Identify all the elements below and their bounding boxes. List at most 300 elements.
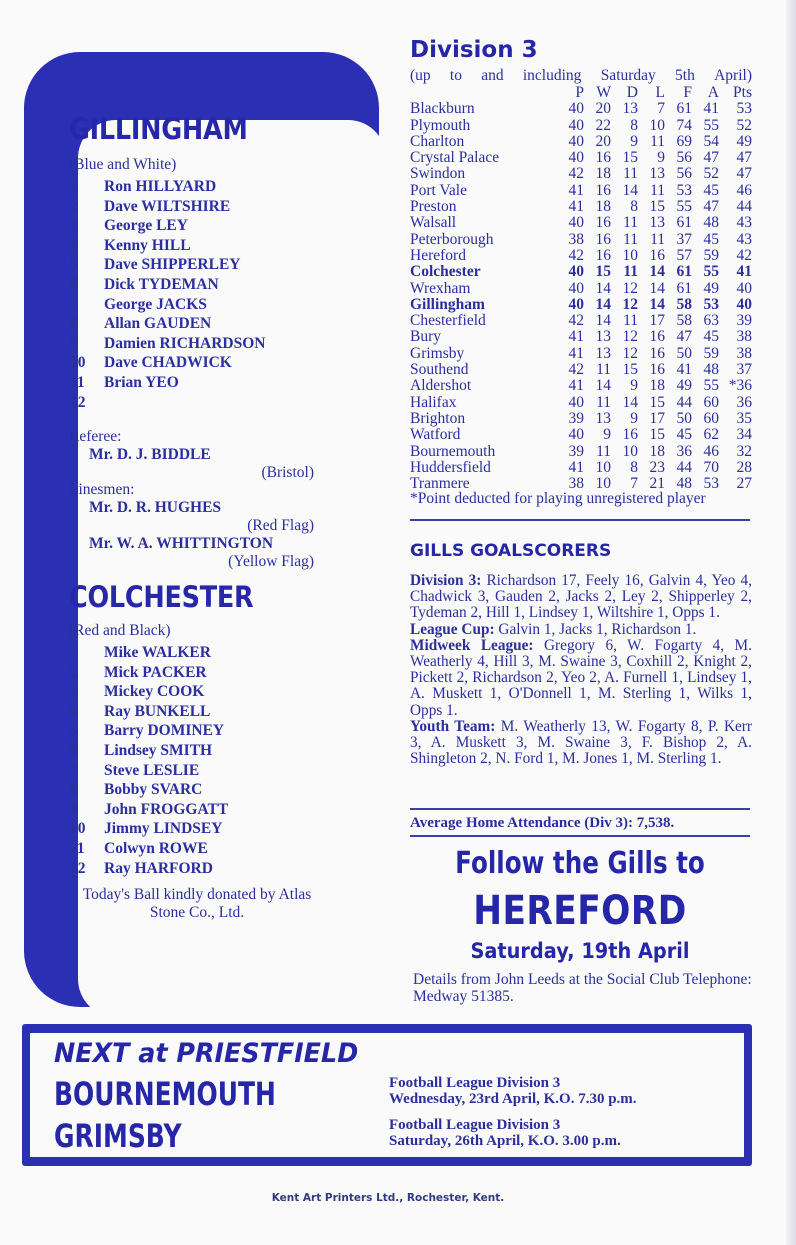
scorer-section bbox=[410, 638, 752, 719]
team-name: Blackburn bbox=[410, 100, 475, 118]
stat-w: 16 bbox=[595, 246, 611, 264]
shirt-number: 11 bbox=[70, 373, 85, 391]
team-name: Wrexham bbox=[410, 279, 471, 297]
linesman-2-flag: (Yellow Flag) bbox=[228, 552, 314, 570]
stat-p: 42 bbox=[568, 361, 584, 379]
stat-a: 55 bbox=[703, 116, 719, 134]
stat-pts: 34 bbox=[736, 426, 752, 444]
stat-p: 42 bbox=[568, 165, 584, 183]
stat-a: 47 bbox=[703, 149, 719, 167]
stat-pts: 27 bbox=[736, 475, 752, 493]
stat-d: 14 bbox=[622, 181, 638, 199]
next-fixtures-title: NEXT at PRIESTFIELD bbox=[54, 1038, 359, 1069]
team-name: Colchester bbox=[410, 263, 481, 281]
stat-w: 16 bbox=[595, 214, 611, 232]
stat-p: 40 bbox=[568, 295, 584, 313]
player-name: Ray BUNKELL bbox=[104, 702, 211, 720]
stat-l: 13 bbox=[649, 214, 665, 232]
stat-p: 41 bbox=[568, 458, 584, 476]
stat-pts: 53 bbox=[736, 100, 752, 118]
stat-pts: 42 bbox=[736, 246, 752, 264]
stat-d: 7 bbox=[630, 475, 638, 493]
subtitle-word: (up bbox=[410, 67, 431, 84]
stat-d: 13 bbox=[622, 100, 638, 118]
away-player-row bbox=[70, 722, 340, 742]
stat-pts: 36 bbox=[736, 393, 752, 411]
team-name: Tranmere bbox=[410, 475, 470, 493]
shirt-number: 10 bbox=[70, 354, 86, 372]
stat-l: 15 bbox=[649, 198, 665, 216]
stat-pts: 47 bbox=[736, 149, 752, 167]
team-name: Bournemouth bbox=[410, 442, 496, 460]
stat-w: 14 bbox=[595, 295, 611, 313]
team-name: Walsall bbox=[410, 214, 457, 232]
stat-a: 60 bbox=[703, 409, 719, 427]
stat-f: 36 bbox=[676, 442, 692, 460]
home-player-row bbox=[70, 256, 340, 276]
linesman-1-name: Mr. D. R. HUGHES bbox=[89, 499, 222, 517]
stat-l: 18 bbox=[649, 377, 665, 395]
match-officials bbox=[69, 428, 314, 570]
league-table-row bbox=[410, 117, 755, 133]
league-table-subtitle bbox=[410, 67, 752, 85]
team-name: Gillingham bbox=[410, 295, 485, 313]
divider bbox=[410, 808, 750, 810]
referee-name: Mr. D. J. BIDDLE bbox=[89, 445, 211, 463]
stat-a: 55 bbox=[703, 377, 719, 395]
stat-w: 14 bbox=[595, 312, 611, 330]
team-name: Plymouth bbox=[410, 116, 471, 134]
away-player-row bbox=[70, 840, 340, 860]
scorer-section-text: Galvin 1, Jacks 1, Richardson 1. bbox=[494, 620, 697, 638]
league-table bbox=[410, 84, 755, 491]
shirt-number: 3 bbox=[70, 683, 78, 701]
stat-f: 61 bbox=[676, 100, 692, 118]
stat-pts: 41 bbox=[736, 263, 752, 281]
stat-w: 16 bbox=[595, 230, 611, 248]
stat-a: 48 bbox=[703, 214, 719, 232]
player-name: Mickey COOK bbox=[104, 683, 205, 701]
player-name: Mike WALKER bbox=[104, 644, 211, 661]
stat-l: 15 bbox=[649, 393, 665, 411]
next-fixture-2-when: Saturday, 26th April, K.O. 3.00 p.m. bbox=[389, 1133, 621, 1149]
scorer-section-text: Gregory 6, W. Fogarty 4, M. Weatherly 4, Hill 3, M. Swaine 3, Coxhill 2, Knight 2, Pickett 2, Richardson 2, Yeo 2, A. Furnell 1, Lindsey 1, A. Muskett 1, O'Donnell 1, M. Sterling 1, Wilks 1, Opps 1. bbox=[410, 636, 752, 719]
subtitle-word: 5th bbox=[675, 67, 695, 84]
next-fixture-1-details bbox=[389, 1075, 637, 1107]
goalscorers-list bbox=[410, 573, 752, 767]
stat-pts: 37 bbox=[736, 361, 752, 379]
team-name: Aldershot bbox=[410, 377, 472, 395]
league-table-row bbox=[410, 100, 755, 116]
stat-p: 40 bbox=[568, 393, 584, 411]
column-header: A bbox=[707, 84, 719, 101]
away-player-row bbox=[70, 742, 340, 762]
stat-d: 16 bbox=[622, 426, 638, 444]
subtitle-word: Saturday bbox=[600, 67, 656, 84]
stat-a: 63 bbox=[703, 312, 719, 330]
home-player-row bbox=[70, 296, 340, 316]
player-name: Lindsey SMITH bbox=[104, 741, 213, 759]
stat-w: 11 bbox=[596, 442, 611, 460]
column-header: W bbox=[596, 84, 611, 101]
stat-pts: 46 bbox=[736, 181, 752, 199]
stat-pts: 38 bbox=[736, 344, 752, 362]
stat-l: 9 bbox=[657, 149, 665, 167]
league-table-row bbox=[410, 263, 755, 279]
league-table-row bbox=[410, 247, 755, 263]
player-name: Steve LESLIE bbox=[104, 761, 200, 779]
league-table-row bbox=[410, 377, 755, 393]
shirt-number: 3 bbox=[70, 217, 78, 235]
stat-d: 14 bbox=[622, 393, 638, 411]
away-trip-destination: HEREFORD bbox=[473, 888, 687, 934]
stat-pts: *36 bbox=[728, 377, 752, 395]
league-table-row bbox=[410, 198, 755, 214]
divider bbox=[410, 835, 750, 837]
stat-p: 39 bbox=[568, 442, 584, 460]
stat-w: 9 bbox=[603, 426, 611, 444]
subtitle-word: including bbox=[522, 67, 582, 84]
stat-d: 8 bbox=[630, 116, 638, 134]
stat-l: 11 bbox=[650, 181, 665, 199]
subtitle-word: April) bbox=[714, 67, 752, 84]
column-header: D bbox=[626, 84, 638, 101]
league-table-row bbox=[410, 312, 755, 328]
stat-d: 11 bbox=[623, 214, 638, 232]
stat-w: 13 bbox=[595, 328, 611, 346]
league-table-header bbox=[410, 84, 755, 100]
player-name: Ray HARFORD bbox=[104, 859, 213, 877]
away-squad-list bbox=[70, 644, 340, 879]
stat-f: 61 bbox=[676, 279, 692, 297]
team-name: Grimsby bbox=[410, 344, 465, 362]
scorer-section bbox=[410, 573, 752, 622]
home-player-row bbox=[70, 217, 340, 237]
divider bbox=[410, 519, 750, 521]
stat-l: 11 bbox=[650, 230, 665, 248]
shirt-number: 8 bbox=[70, 781, 78, 799]
team-name: Peterborough bbox=[410, 230, 494, 248]
stat-f: 69 bbox=[676, 132, 692, 150]
stat-p: 40 bbox=[568, 100, 584, 118]
page-edge bbox=[786, 0, 796, 1245]
team-name: Bury bbox=[410, 328, 441, 346]
stat-l: 16 bbox=[649, 361, 665, 379]
stat-a: 59 bbox=[703, 344, 719, 362]
away-player-row bbox=[70, 664, 340, 684]
scorer-section-text: M. Weatherly 13, W. Fogarty 8, P. Kerr 3, A. Muskett 3, M. Swaine 3, F. Bishop 2, A. Shingleton 2, N. Ford 1, M. Jones 1, M. Sterling 1. bbox=[410, 717, 752, 768]
stat-p: 38 bbox=[568, 230, 584, 248]
average-attendance: Average Home Attendance (Div 3): 7,538. bbox=[410, 815, 675, 831]
stat-l: 14 bbox=[649, 263, 665, 281]
stat-f: 49 bbox=[676, 377, 692, 395]
stat-f: 41 bbox=[676, 361, 692, 379]
stat-l: 17 bbox=[649, 312, 665, 330]
stat-d: 12 bbox=[622, 328, 638, 346]
stat-w: 14 bbox=[595, 279, 611, 297]
home-player-row bbox=[70, 374, 340, 394]
stat-f: 45 bbox=[676, 426, 692, 444]
stat-pts: 28 bbox=[736, 458, 752, 476]
stat-pts: 32 bbox=[736, 442, 752, 460]
linesmen-label: Linesmen: bbox=[69, 481, 135, 499]
stat-l: 15 bbox=[649, 426, 665, 444]
stat-p: 38 bbox=[568, 475, 584, 493]
stat-pts: 39 bbox=[736, 312, 752, 330]
away-player-row bbox=[70, 801, 340, 821]
stat-a: 47 bbox=[703, 198, 719, 216]
linesman-2-name: Mr. W. A. WHITTINGTON bbox=[89, 534, 274, 552]
league-table-row bbox=[410, 394, 755, 410]
stat-d: 12 bbox=[622, 279, 638, 297]
next-fixture-1-competition: Football League Division 3 bbox=[389, 1075, 561, 1091]
shirt-number: 12 bbox=[70, 859, 86, 877]
league-table-row bbox=[410, 426, 755, 442]
player-name: Dave SHIPPERLEY bbox=[104, 256, 241, 274]
away-trip-headline: Follow the Gills to bbox=[455, 846, 705, 881]
away-club-colours: (Red and Black) bbox=[69, 622, 171, 639]
league-table-row bbox=[410, 410, 755, 426]
away-player-row bbox=[70, 781, 340, 801]
home-player-row bbox=[70, 335, 340, 355]
stat-d: 12 bbox=[622, 344, 638, 362]
league-table-row bbox=[410, 214, 755, 230]
shirt-number: 2 bbox=[70, 197, 78, 215]
team-name: Swindon bbox=[410, 165, 466, 183]
stat-w: 11 bbox=[596, 393, 611, 411]
shirt-number: 9 bbox=[70, 334, 78, 352]
stat-f: 37 bbox=[676, 230, 692, 248]
stat-pts: 52 bbox=[736, 116, 752, 134]
player-name: Brian YEO bbox=[104, 373, 179, 391]
stat-a: 45 bbox=[703, 230, 719, 248]
stat-w: 15 bbox=[595, 263, 611, 281]
stat-w: 18 bbox=[595, 198, 611, 216]
shirt-number: 4 bbox=[70, 236, 78, 254]
shirt-number: 7 bbox=[70, 295, 78, 313]
stat-f: 56 bbox=[676, 149, 692, 167]
away-club-name: COLCHESTER bbox=[69, 580, 254, 614]
shirt-number: 8 bbox=[70, 315, 78, 333]
stat-l: 14 bbox=[649, 279, 665, 297]
team-name: Southend bbox=[410, 361, 469, 379]
stat-w: 10 bbox=[595, 475, 611, 493]
team-name: Watford bbox=[410, 426, 461, 444]
stat-pts: 44 bbox=[736, 198, 752, 216]
home-squad-list bbox=[70, 178, 340, 413]
column-header: P bbox=[575, 84, 584, 101]
stat-w: 22 bbox=[595, 116, 611, 134]
team-name: Huddersfield bbox=[410, 458, 491, 476]
linesman-1-flag: (Red Flag) bbox=[247, 516, 314, 534]
player-name: George LEY bbox=[104, 217, 188, 235]
shirt-number: 9 bbox=[70, 800, 78, 818]
subtitle-word: to bbox=[449, 67, 462, 84]
scorer-section bbox=[410, 719, 752, 768]
player-name: Kenny HILL bbox=[104, 236, 191, 254]
stat-p: 41 bbox=[568, 198, 584, 216]
league-table-row bbox=[410, 296, 755, 312]
stat-f: 61 bbox=[676, 263, 692, 281]
shirt-number: 10 bbox=[70, 820, 86, 838]
stat-w: 18 bbox=[595, 165, 611, 183]
stat-l: 16 bbox=[649, 328, 665, 346]
next-fixtures-inner bbox=[30, 1033, 744, 1157]
home-player-row bbox=[70, 237, 340, 257]
shirt-number: 1 bbox=[70, 644, 78, 661]
match-ball-sponsor: Today's Ball kindly donated by Atlas Stone Co., Ltd. bbox=[82, 886, 312, 921]
next-opponent-1: BOURNEMOUTH bbox=[54, 1075, 276, 1113]
stat-d: 12 bbox=[622, 295, 638, 313]
shirt-number: 6 bbox=[70, 275, 78, 293]
stat-pts: 40 bbox=[736, 279, 752, 297]
away-player-row bbox=[70, 762, 340, 782]
stat-d: 10 bbox=[622, 442, 638, 460]
stat-l: 13 bbox=[649, 165, 665, 183]
shirt-number: 2 bbox=[70, 663, 78, 681]
stat-pts: 49 bbox=[736, 132, 752, 150]
stat-f: 53 bbox=[676, 181, 692, 199]
player-name: Mick PACKER bbox=[104, 663, 207, 681]
scorer-section-label: Midweek League: bbox=[410, 636, 534, 654]
stat-d: 11 bbox=[623, 165, 638, 183]
player-name: Jimmy LINDSEY bbox=[104, 820, 223, 838]
stat-f: 58 bbox=[676, 312, 692, 330]
home-player-row bbox=[70, 198, 340, 218]
subtitle-word: and bbox=[481, 67, 504, 84]
player-name: George JACKS bbox=[104, 295, 207, 313]
league-table-row bbox=[410, 165, 755, 181]
shirt-number: 4 bbox=[70, 702, 78, 720]
stat-l: 16 bbox=[649, 246, 665, 264]
player-name: Bobby SVARC bbox=[104, 781, 203, 799]
stat-p: 40 bbox=[568, 132, 584, 150]
team-name: Preston bbox=[410, 198, 457, 216]
player-name: Dave WILTSHIRE bbox=[104, 197, 231, 215]
league-table-footnote: *Point deducted for playing unregistered player bbox=[410, 490, 706, 507]
stat-l: 11 bbox=[650, 132, 665, 150]
stat-d: 15 bbox=[622, 361, 638, 379]
home-player-row bbox=[70, 178, 340, 198]
stat-d: 11 bbox=[623, 312, 638, 330]
league-table-row bbox=[410, 231, 755, 247]
stat-f: 47 bbox=[676, 328, 692, 346]
stat-p: 41 bbox=[568, 344, 584, 362]
home-player-row bbox=[70, 394, 340, 414]
stat-f: 57 bbox=[676, 246, 692, 264]
column-header: L bbox=[655, 84, 665, 101]
shirt-number: 12 bbox=[70, 393, 86, 411]
stat-pts: 43 bbox=[736, 230, 752, 248]
stat-a: 48 bbox=[703, 361, 719, 379]
stat-d: 9 bbox=[630, 409, 638, 427]
stat-a: 46 bbox=[703, 442, 719, 460]
away-trip-details: Details from John Leeds at the Social Club Telephone: Medway 51385. bbox=[413, 971, 752, 1005]
goalscorers-heading: GILLS GOALSCORERS bbox=[410, 541, 612, 561]
stat-w: 20 bbox=[595, 132, 611, 150]
away-player-row bbox=[70, 644, 340, 664]
team-name: Hereford bbox=[410, 246, 466, 264]
stat-a: 52 bbox=[703, 165, 719, 183]
away-player-row bbox=[70, 703, 340, 723]
stat-l: 10 bbox=[649, 116, 665, 134]
stat-w: 16 bbox=[595, 181, 611, 199]
league-table-row bbox=[410, 443, 755, 459]
league-table-row bbox=[410, 475, 755, 491]
stat-a: 55 bbox=[703, 263, 719, 281]
league-table-title: Division 3 bbox=[410, 37, 538, 63]
stat-l: 18 bbox=[649, 442, 665, 460]
next-fixture-2-competition: Football League Division 3 bbox=[389, 1117, 561, 1133]
stat-a: 54 bbox=[703, 132, 719, 150]
away-player-row bbox=[70, 820, 340, 840]
team-name: Halifax bbox=[410, 393, 457, 411]
stat-a: 45 bbox=[703, 181, 719, 199]
stat-l: 17 bbox=[649, 409, 665, 427]
shirt-number: 1 bbox=[70, 178, 78, 195]
next-fixture-2-details bbox=[389, 1117, 621, 1149]
next-opponent-2: GRIMSBY bbox=[54, 1117, 182, 1155]
stat-a: 45 bbox=[703, 328, 719, 346]
team-name: Brighton bbox=[410, 409, 466, 427]
stat-w: 16 bbox=[595, 149, 611, 167]
stat-p: 42 bbox=[568, 246, 584, 264]
league-table-row bbox=[410, 328, 755, 344]
shirt-number: 6 bbox=[70, 741, 78, 759]
stat-d: 11 bbox=[623, 263, 638, 281]
stat-p: 40 bbox=[568, 426, 584, 444]
team-name: Charlton bbox=[410, 132, 465, 150]
player-name: Ron HILLYARD bbox=[104, 178, 217, 195]
stat-f: 50 bbox=[676, 344, 692, 362]
team-name: Crystal Palace bbox=[410, 149, 500, 167]
scorer-section bbox=[410, 622, 752, 638]
stat-p: 40 bbox=[568, 279, 584, 297]
referee-label: Referee: bbox=[69, 428, 122, 445]
stat-a: 70 bbox=[703, 458, 719, 476]
stat-a: 49 bbox=[703, 279, 719, 297]
stat-p: 40 bbox=[568, 214, 584, 232]
stat-f: 48 bbox=[676, 475, 692, 493]
stat-l: 14 bbox=[649, 295, 665, 313]
stat-d: 8 bbox=[630, 198, 638, 216]
stat-a: 60 bbox=[703, 393, 719, 411]
stat-d: 9 bbox=[630, 377, 638, 395]
stat-a: 59 bbox=[703, 246, 719, 264]
next-fixtures-box bbox=[22, 1024, 752, 1166]
stat-a: 41 bbox=[703, 100, 719, 118]
stat-p: 39 bbox=[568, 409, 584, 427]
stat-l: 7 bbox=[657, 100, 665, 118]
stat-w: 13 bbox=[595, 344, 611, 362]
stat-f: 44 bbox=[676, 393, 692, 411]
printer-credit: Kent Art Printers Ltd., Rochester, Kent. bbox=[271, 1192, 505, 1204]
league-table-row bbox=[410, 459, 755, 475]
stat-f: 74 bbox=[676, 116, 692, 134]
player-name: Dick TYDEMAN bbox=[104, 275, 219, 293]
league-table-row bbox=[410, 280, 755, 296]
stat-p: 41 bbox=[568, 328, 584, 346]
scorer-section-text: Richardson 17, Feely 16, Galvin 4, Yeo 4, Chadwick 3, Gauden 2, Jacks 2, Ley 2, Shipperley 2, Tydeman 2, Hill 1, Lindsey 1, Wiltshire 1, Opps 1. bbox=[410, 572, 752, 622]
stat-d: 15 bbox=[622, 149, 638, 167]
stat-l: 23 bbox=[649, 458, 665, 476]
stat-p: 42 bbox=[568, 312, 584, 330]
player-name: Colwyn ROWE bbox=[104, 839, 208, 857]
shirt-number: 11 bbox=[70, 839, 85, 857]
stat-pts: 43 bbox=[736, 214, 752, 232]
stat-p: 41 bbox=[568, 181, 584, 199]
scorer-section-label: League Cup: bbox=[410, 620, 495, 638]
